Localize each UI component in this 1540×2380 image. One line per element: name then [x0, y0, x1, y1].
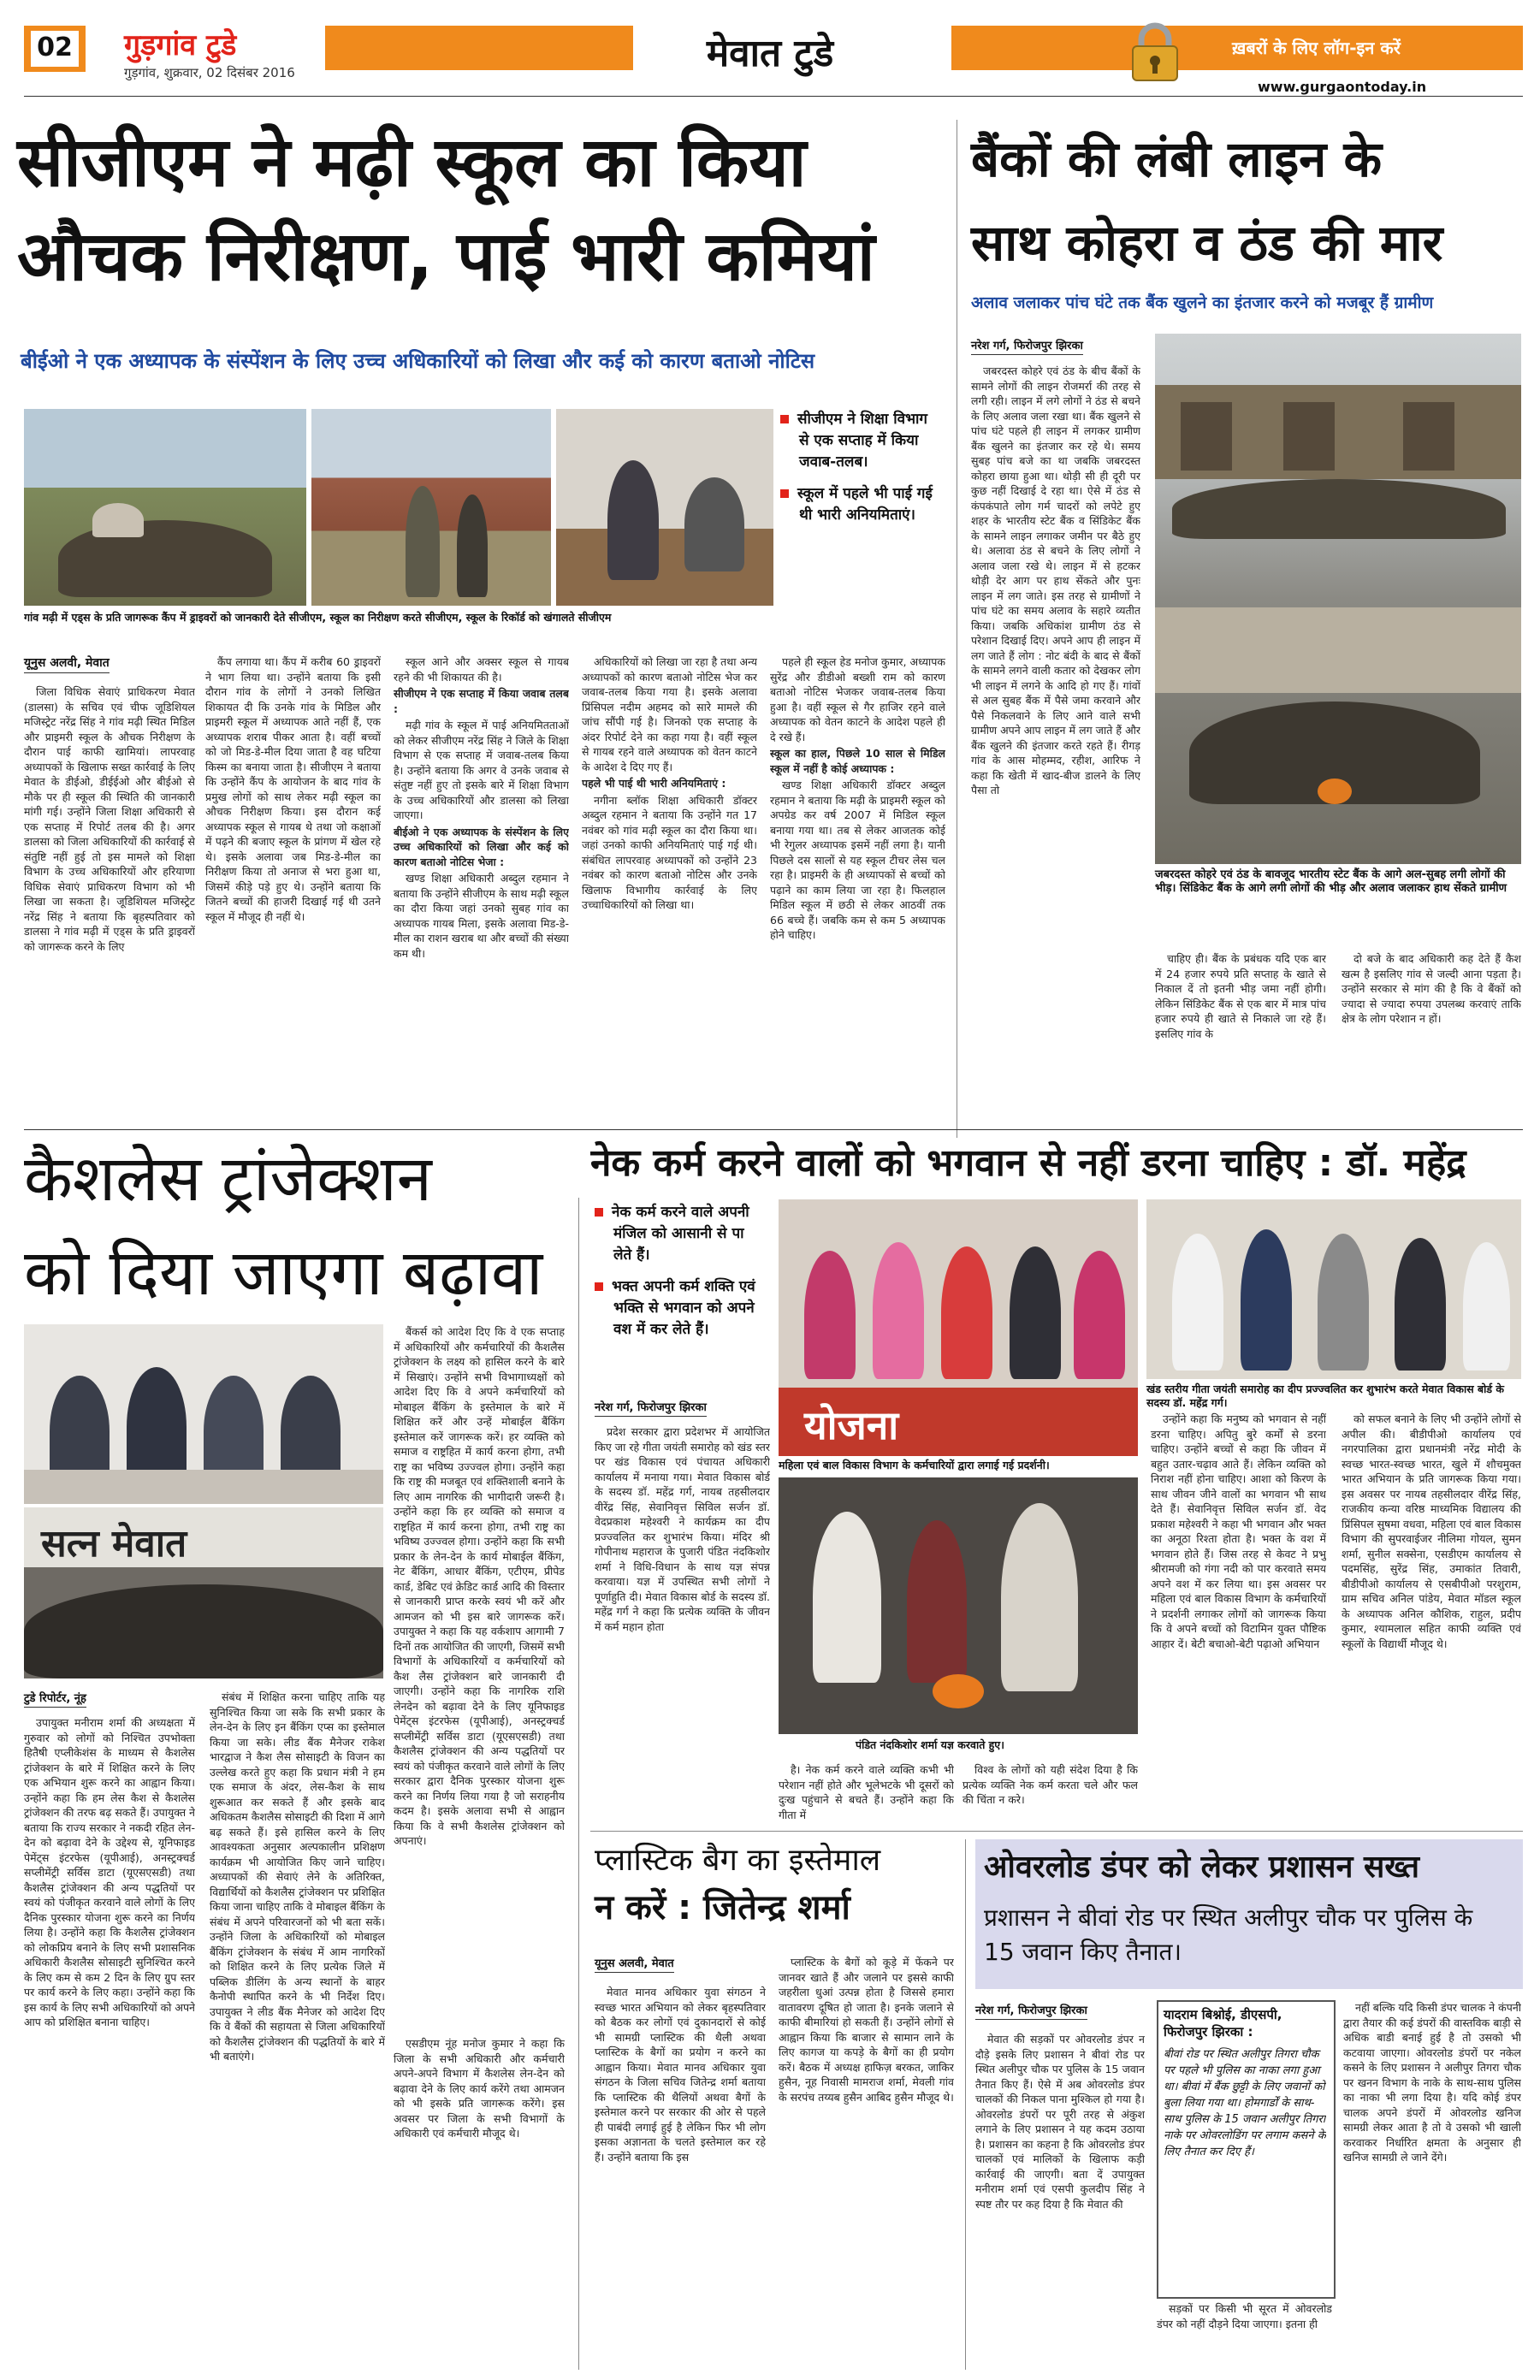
story4-col4: उन्होंने कहा कि मनुष्य को भगवान से नहीं डरना चाहिए। अपितु बुरे कर्मों से डरना चाहिए। उन्होंने बच्चों से कहा कि जीवन में बहुत उतार-चढ़ाव आते हैं। लेकिन व्यक्ति को निराश नहीं होना चाहिए। आशा को किरण के साथ जीवन जीने वालों का भगवान भी साथ देते हैं। सेवानिवृत्त सिविल सर्जन डॉ. वेद प्रकाश महेश्वरी ने कहा भी भगवान और भक्त का अनूठा रिश्ता होता है। भक्त के वश में भगवान होते हैं। जिस तरह से केवट ने प्रभु श्रीरामजी को गंगा नदी को पार करवाते समय अपने वश में कर लिया था। इस अवसर पर महिला एवं बाल विकास विभाग के कर्मचारियों ने प्रदर्शनी लगाकर लोगों को जागरूक किया कि वे अपने बच्चों को विटामिन युक्त पौष्टिक आहार दें। बेटी बचाओ-बेटी पढ़ाओ अभियान — [1151, 1412, 1326, 1650]
story6-col3: नहीं बल्कि यदि किसी डंपर चालक ने कंपनी द्वारा तैयार की कई डंपरों की वास्तविक बाड़ी से अधिक बाडी बनाई हुई है तो उसको भी कटवाया जाएगा। ओवरलोड डंपरों पर नकेल कसने के लिए प्रशासन ने अलीपुर तिगरा चौक पर खनन विभाग के नाके के साथ-साथ पुलिस का नाका भी लगा दिया है। यदि कोई डंपर चालक अपने डंपरों में ओवरलोड खनिज सामग्री लेकर आता है तो वे उसको भी खाली करवाकर निर्धारित क्षमता के अनुसार ही खनिज सामग्री ले जाने देंगे। — [1343, 2001, 1521, 2164]
story3-col1: उपायुक्त मनीराम शर्मा की अध्यक्षता में गुरुवार को लोगों को निश्चित उपभोक्ता हितैषी एप्लीकेशंस के माध्यम से कैशलेस ट्रांजेक्शन के बारे में शिक्षित करने के लिए एक अभियान शुरू करने का आह्वान किया। उन्होंने कहा कि हम लेस कैश से कैशलेस ट्रांजेक्शन की तरफ बढ़ सकते हैं। उपायुक्त ने बताया कि राज्य सरकार ने नकदी रहित लेन-देन को बढ़ावा देने के उद्देश्य से, यूनिफाइड पेमेंट्स इंटरफेस (यूपीआई), अनस्ट्रक्चर्ड सप्लीमेंट्री सर्विस डाटा (यूएसएसडी) तथा कैशलैस ट्रांजेक्शन की अन्य पद्धतियों पर स्वयं को पंजीकृत करवाने वाले लोगों के लिए दैनिक पुरस्कार योजना शुरू करने का निर्णय लिया है। उन्होंने कहा कि कैशलैस ट्रांजेक्शन को लोकप्रिय बनाने के लिए सभी प्रशासनिक अधिकारी कैशलैस सोसाइटी सुनिश्चित करने के लिए कम से कम 2 दिन के लिए ग्रुप स्तर पर कार्य करने के लिए कहा। उन्होंने कहा कि इस कार्य के लिए सभी अधिकारियों को अपने आप को प्रशिक्षित बनाना चाहिए। — [24, 1716, 195, 2028]
story1-col5: पहले ही स्कूल हेड मनोज कुमार, अध्यापक सुरेंद्र और डीडीओ बख्शी राम को कारण बताओ नोटिस भेजकर जवाब-तलब किया हुआ है। वहीं स्कूल से गैर हाजिर रहने वाले अध्यापक को वेतन काटने के आदेश पहले ही दे रखे हैं। स्कूल का हाल, पिछले 10 साल से मिडिल स्कूल में नहीं है कोई अध्यापक : खण्ड शिक्षा अधिकारी डॉक्टर अब्दुल रहमान ने बताया कि मढ़ी के प्राइमरी स्कूल को अपग्रेड कर वर्ष 2007 में मिडिल स्कूल बनाया गया था। तब से लेकर आजतक कोई भी रेगुलर अध्यापक इसमें नहीं लगा है। यानी पिछले दस सालों से यह स्कूल टीचर लेस चल रहा है। प्राइमरी के ही अध्यापकों से बच्चों को पढ़ाने का काम लिया जा रहा है। फिलहाल मिडिल स्कूल में छठी से लेकर आठवीं तक 66 बच्चे हैं। जबकि कम से कम 5 अध्यापक होने चाहिए। — [770, 655, 945, 941]
story4-bullet-1: नेक कर्म करने वाले अपनी मंजिल को आसानी से पा लेते हैं। — [612, 1204, 749, 1264]
page-number: 02 — [37, 33, 73, 62]
story6-col1: मेवात की सड़कों पर ओवरलोड डंपर न दौड़े इसके लिए प्रशासन ने बीवां रोड पर स्थित अलीपुर चौक पर पुलिस के 15 जवान तैनात किए हैं। ऐसे में अब ओवरलोड डंपर चालकों की निकल पाना मुश्किल हो गया है। ओवरलोड डंपरों पर पूरी तरह से अंकुश लगाने के लिए प्रशासन ने यह कदम उठाया है। प्रशासन का कहना है कि ओवरलोड डंपर चालकों एवं मालिकों के खिलाफ कड़ी कार्रवाई की जाएगी। बता दें उपायुक्त मनीराम शर्मा एवं एसपी कुलदीप सिंह ने स्पष्ट तौर पर कह दिया है कि मेवात की — [975, 2033, 1145, 2211]
story6-col2: सड़कों पर किसी भी सूरत में ओवरलोड डंपर को नहीं दौड़ने दिया जाएगा। इतना ही — [1157, 2302, 1332, 2330]
story4-col1: प्रदेश सरकार द्वारा प्रदेशभर में आयोजित किए जा रहे गीता जयंती समारोह को खंड स्तर पर खंड विकास एवं पंचायत अधिकारी कार्यालय में मनाया गया। मेवात विकास बोर्ड के सदस्य डॉ. महेंद्र गर्ग, नायब तहसीलदार वीरेंद्र सिंह, सेवानिवृत्त सिविल सर्जन डॉ. वेदप्रकाश महेश्वरी ने कार्यक्रम का दीप प्रज्ज्वलित कर शुभारंभ किया। मंदिर श्री गोपीनाथ महाराज के पुजारी पंडित नंदकिशोर शर्मा ने विधि-विधान के साथ यज्ञ संपन्न करवाया। यज्ञ में उपस्थित सभी लोगों ने पूर्णाहुति दी। मेवात विकास बोर्ड के सदस्य डॉ. महेंद्र गर्ग ने कहा कि प्रत्येक व्यक्ति के जीवन में कर्म महान होता — [595, 1425, 770, 1633]
story2-headline-2: साथ कोहरा व ठंड की मार — [971, 214, 1443, 272]
story5-byline: यूनुस अलवी, मेवात — [595, 1955, 674, 1973]
story5-headline-1: प्लास्टिक बैग का इस्तेमाल — [595, 1843, 881, 1878]
story1-photo-3 — [556, 409, 773, 606]
story3-col0b: एसडीएम नूंह मनोज कुमार ने कहा कि जिला के सभी अधिकारी और कर्मचारी अपने-अपने विभाग में कैशलेस लेन-देन को बढ़ावा देने के लिए कार्य करेंगे तथा आमजन को भी इसके प्रति जागरूक करेंगे। इस अवसर पर जिला के सभी विभागों के अधिकारी एवं कर्मचारी मौजूद थे। — [394, 2037, 565, 2140]
story2-col2: चाहिए ही। बैंक के प्रबंधक यदि एक बार में 24 हजार रुपये प्रति सप्ताह के खाते से निकाल दें तो इतनी भीड़ जमा नहीं होगी। लेकिन सिंडिकेट बैंक से एक बार में मात्र पांच हजार रुपये ही खाते से निकाले जा रहे हैं। इसलिए गांव के — [1155, 952, 1326, 1040]
story1-col2: कैंप लगाया था। कैंप में करीब 60 ड्राइवरों ने भाग लिया था। उन्होंने बताया कि इसी दौरान गांव के लोगों ने उनको लिखित शिकायत दी कि उनके गांव के मिडिल और प्राइमरी स्कूल में अध्यापक आते नहीं हैं, एक अध्यापक शराब पीकर आता है। वहीं बच्चों को जो मिड-डे-मील दिया जाता है वह घटिया किस्म का बनाया जाता है। सीजीएम ने बताया कि उन्होंने कैंप के आयोजन के बाद गांव के प्रमुख लोगों को साथ लेकर मढ़ी स्कूल का औचक निरीक्षण किया। इस दौरान कई अध्यापक स्कूल से गायब थे तथा जो कक्षाओं में पढ़ने की बजाए स्कूल के प्रांगण में खेल रहे थे। इसके अलावा जब मिड-डे-मील का निरीक्षण किया तो अनाज से भरा हुआ था, जिसमें कीड़े पड़े हुए थे। उन्होंने बताया कि जितने बच्चों की हाजरी दिखाई गई थी उतने स्कूल में मौजूद ही नहीं थे। — [205, 655, 381, 923]
story3-headline-2: को दिया जाएगा बढ़ावा — [24, 1236, 543, 1310]
story4-bullets — [595, 1202, 766, 1351]
story2-caption: जबरदस्त कोहरे एवं ठंड के बावजूद भारतीय स्टेट बैंक के आगे अल-सुबह लगी लोगों की भीड़। सिंडिकेट बैंक के आगे लगी लोगों की भीड़ और अलाव जलाकर हाथ सेंकते ग्रामीण — [1155, 868, 1521, 896]
header-dateline: गुड़गांव, शुक्रवार, 02 दिसंबर 2016 — [124, 65, 295, 80]
story1-subhead: बीईओ ने एक अध्यापक के संस्पेंशन के लिए उच्च अधिकारियों को लिखा और कई को कारण बताओ नोटिस — [21, 349, 815, 373]
story5-col2: प्लास्टिक के बैगों को कूड़े में फेंकने पर जानवर खाते हैं और जलाने पर इससे काफी जहरीला धुआं उत्पन्न होता है जिससे हमारा वातावरण दूषित हो जाता है। इनके जलाने से काफी बीमारियां हो सकती हैं। उन्होंने लोगों से आह्वान किया कि बाजार से सामान लाने के लिए कागज या कपड़े के बैगों का ही प्रयोग करें। बैठक में अध्यक्ष हाफिज़ बरकत, जाकिर हुसैन, नूह निवासी मामराज शर्मा, मेवली गांव के सरपंच तय्यब हुसैन आबिद हुसैन मौजूद थे। — [779, 1956, 954, 2104]
section-title: मेवात टुडे — [706, 32, 834, 75]
story1-headline-2: औचक निरीक्षण, पाई भारी कमियां — [17, 216, 875, 296]
story4-caption-2: खंड स्तरीय गीता जयंती समारोह का दीप प्रज्ज्वलित कर शुभारंभ करते मेवात विकास बोर्ड के सदस्य डॉ. महेंद्र गर्ग। — [1146, 1382, 1521, 1410]
story1-bullet-2: स्कूल में पहले भी पाई गई थी भारी अनियमिताएं। — [797, 485, 933, 524]
story6-byline: नरेश गर्ग, फिरोजपुर झिरका — [975, 2002, 1087, 2020]
story3-col0: बैंकर्स को आदेश दिए कि वे एक सप्ताह में अधिकारियों और कर्मचारियों की कैशलैस ट्रांजेक्शन के लक्ष्य को हासिल करने के बारे में सिखाएं। उन्होंने सभी विभागाध्यक्षों को आदेश दिए कि वे अपने कर्मचारियों को मोबाइल बैंकिंग के इस्तेमाल के बारे में शिक्षित करें और उन्हें मोबाईल बैंकिंग इस्तेमाल करें जागरूक करें। हर व्यक्ति को समाज व राष्ट्रहित में कार्य करना होगा, तभी राष्ट्र का भविष्य उज्ज्वल होगा। उन्होंने कहा कि राष्ट्र की मजबूत एवं शक्तिशाली बनाने के लिए आम नागरिक की भागीदारी जरूरी है। उन्होंने कहा कि हर व्यक्ति को समाज व राष्ट्रहित में कार्य करना होगा, तभी राष्ट्र का भविष्य उज्ज्वल होगा। उन्होंने कहा कि सभी प्रकार के लेन-देन के कार्य मोबाईल बैंकिंग, नेट बैंकिंग, आधार बैंकिंग, एटीएम, प्रीपेड कार्ड, डेबिट एवं क्रेडिट कार्ड आदि की विस्तार से जानकारी प्राप्त करके स्वयं भी करें और आमजन को भी इस बारे जागरूक करें। उपायुक्त ने कहा कि यह वर्कशाप आगामी 7 दिनों तक आयोजित की जाएगी, जिसमें सभी विभागों के अधिकारियों व कर्मचारियों को कैश लैस ट्रांजेक्शन बारे जानकारी दी जाएगी। उन्होंने कहा कि नागरिक राशि लेनदेन को बढ़ावा देने के लिए यूनिफाइड पेमेंट्स इंटरफेस (यूपीआई), अनस्ट्रक्चर्ड सप्लीमेंट्री सर्विस डाटा (यूएसएसडी) तथा कैशलैस ट्रांजेक्शन की अन्य पद्धतियों पर स्वयं को पंजीकृत करवाने वाले लोगों के लिए सरकार द्वारा दैनिक पुरस्कार योजना शुरू करने का निर्णय लिया गया है जो सराहनीय कदम है। इसके अलावा सभी से आह्वान किया कि वे सभी कैशलेस ट्रांजेक्शन को अपनाएं। — [394, 1325, 565, 1847]
story4-headline: नेक कर्म करने वालों को भगवान से नहीं डरना चाहिए : डॉ. महेंद्र — [590, 1141, 1466, 1185]
story1-bullet-1: सीजीएम ने शिक्षा विभाग से एक सप्ताह में किया जवाब-तलब। — [797, 411, 928, 471]
story2-headline-1: बैंकों की लंबी लाइन के — [971, 130, 1383, 188]
story1-byline: यूनुस अलवी, मेवात — [24, 654, 110, 673]
story2-col1: जबरदस्त कोहरे एवं ठंड के बीच बैंकों के सामने लोगों की लाइन रोजमर्रा की तरह से लगी रही। लाइन में लगे लोगों ने ठंड से बचने के लिए अलाव जला रखा था। बैंक खुलने से पांच घंटे पहले ही लाइन में लगकर ग्रामीण बैंक खुलने का इंतजार कर रहे थे। समय सुबह पांच बजे का था जबकि जबरदस्त कोहरा छाया हुआ था। थोड़ी सी ही दूरी पर कुछ नहीं दिखाई दे रहा था। ऐसे में ठंड से कंपकंपाते लोग गर्म चादरों को लपेटे हुए शहर के भारतीय स्टेट बैंक व सिंडिकेट बैंक के सामने लाइन लगाकर जमीन पर बैठे हुए थे। अलावा ठंड से बचने के लिए लोगों ने अलाव जला रखे थे। लाइन में से हटकर थोड़ी देर आग पर हाथ सेंकते और पुनः लाइन में लग जाते। इस तरह से ग्रामीणों ने पांच घंटे का समय अलाव के सहारे व्यतीत किया। जबकि अधिकांश ग्रामीण ठंड से परेशान दिखाई दिए। अपने आप ही लाइन में लग जाते हैं लोग : नोट बंदी के बाद से बैंकों के सामने लगने वाली कतार को देखकर लोग भी लाइन में लगने के आदि हो गए हैं। गांवों से अल सुबह बैंक में पैसे जमा करवाने और पैसे निकलवाने के लिए आने वाले सभी ग्रामीण अपने आप लाइन में लग जाते हैं और बैंक खुलने की इंतजार करते रहते हैं। रीगड़ गांव के आस मोहम्मद, रहीश, आरिफ ने कहा कि खेती में खाद-बीज डालने के लिए पैसा तो — [971, 364, 1140, 796]
story6-subhead: प्रशासन ने बीवां रोड पर स्थित अलीपुर चौक पर पुलिस के 15 जवान किए तैनात। — [984, 1903, 1473, 1966]
story5-headline-2: न करें : जितेन्द्र शर्मा — [595, 1888, 850, 1927]
quote-title: यादराम बिश्नोई, डीएसपी, फिरोजपुर झिरका : — [1164, 2007, 1282, 2040]
yojana-banner: योजना — [804, 1402, 899, 1448]
story6-headline: ओवरलोड डंपर को लेकर प्रशासन सख्त — [984, 1850, 1419, 1885]
story1-col1: जिला विधिक सेवाएं प्राधिकरण मेवात (डालसा) के सचिव एवं चीफ जूडिशियल मजिस्ट्रेट नरेंद्र सिंह ने गांव मढ़ी स्थित मिडिल और प्राइमरी स्कूल के औचक निरीक्षण के दौरान पाई काफी खामियां। लापरवाह अध्यापकों के खिलाफ सख्त कार्रवाई के लिए मेवात के डीईओ, डीईईओ और बीईओ से मौके पर ही स्कूल की स्थिति की जानकारी मांगी गई। उन्होंने जिला शिक्षा अधिकारी से एक सप्ताह में रिपोर्ट तलब की है। अगर डालसा को जिला अधिकारियों की कार्रवाई से संतुष्टि नहीं हुई तो इस मामले को शिक्षा विभाग के उच्च अधिकारियों और हरियाणा विधिक सेवाएं प्राधिकरण विभाग को भी लिखा जा सकता है। जूडिशियल मजिस्ट्रेट नरेंद्र सिंह ने बताया कि बृहस्पतिवार को डालसा ने गांव मढ़ी में एड्स के प्रति ड्राइवरों को जागरूक करने के लिए — [24, 685, 195, 953]
story4-caption-1: महिला एवं बाल विकास विभाग के कर्मचारियों द्वारा लगाई गई प्रदर्शनी। — [779, 1459, 1138, 1472]
story4-byline: नरेश गर्ग, फिरोजपुर झिरका — [595, 1399, 707, 1417]
website-url[interactable]: www.gurgaontoday.in — [1258, 79, 1427, 95]
bottom-divider — [590, 1831, 1523, 1832]
story4-caption-3: पंडित नंदकिशोर शर्मा यज्ञ करवाते हुए। — [856, 1738, 1138, 1752]
story4-col5: को सफल बनाने के लिए भी उन्होंने लोगों से अपील की। बीडीपीओ कार्यालय एवं नगरपालिका द्वारा प्रधानमंत्री नरेंद्र मोदी के स्वच्छ भारत-स्वच्छ भारत, खुले में शौचमुक्त भारत अभियान के प्रति जागरूक किया गया। इस अवसर पर नायब तहसीलदार वीरेंद्र सिंह, राजकीय कन्या वरिष्ठ माध्यमिक विद्यालय की प्रिंसिपल सुषमा वधवा, महिला एवं बाल विकास विभाग की सुपरवाईजर नीलिमा गोयल, सुमन शर्मा, सुनील सक्सेना, एसडीएम कार्यालय से पदमसिंह, सुरेंद्र सिंह, उमाकांत तिवारी, बीडीपीओ कार्यालय से एसबीपीओ परशुराम, ग्राम सचिव अनिल पांडेय, मेवात मॉडल स्कूल के अध्यापक अनिल कौशिक, राहुल, प्रदीप कुमार, श्यामलाल सहित काफी व्यक्ति एवं स्कूलों के विद्यार्थी मौजूद थे। — [1342, 1412, 1521, 1650]
story1-headline-1: सीजीएम ने मढ़ी स्कूल का किया — [17, 122, 807, 202]
story4-col3: विश्व के लोगों को यही संदेश दिया है कि प्रत्येक व्यक्ति नेक कर्म करता चले और फल की चिंता न करे। — [962, 1763, 1138, 1806]
story1-col4: अधिकारियों को लिखा जा रहा है तथा अन्य अध्यापकों को कारण बताओ नोटिस भेज कर जवाब-तलब किया गया है। इसके अलावा प्रिंसिपल नदीम अहमद को सारे मामले की जांच सौंपी गई है। जिनको एक सप्ताह के अंदर रिपोर्ट देने का कहा गया है। वहीं स्कूल से गायब रहने वाले अध्यापक को वेतन काटने के आदेश दे दिए गए हैं। पहले भी पाई थी भारी अनियमिताएं : नगीना ब्लॉक शिक्षा अधिकारी डॉक्टर अब्दुल रहमान ने बताया कि उन्होंने गत 17 नवंबर को गांव मढ़ी स्कूल का दौरा किया था। जहां उनको काफी अनियमिताएं पाई गई थी। संबंधित लापरवाह अध्यापकों को उन्होंने 23 नवंबर को कारण बताओ नोटिस और उनके खिलाफ विभागीय कार्रवाई के लिए उच्चाधिकारियों को लिखा था। — [582, 655, 757, 911]
story3-right-rule — [578, 1198, 579, 2370]
story1-bullets — [780, 409, 941, 536]
mid-divider — [24, 1129, 1523, 1130]
story4-photo-2 — [1146, 1199, 1521, 1379]
header-left-band — [325, 26, 633, 70]
story1-caption: गांव मढ़ी में एड्स के प्रति जागरूक कैंप में ड्राइवरों को जानकारी देते सीजीएम, स्कूल का निरीक्षण करते सीजीएम, स्कूल के रिकॉर्ड को खंगालते सीजीएम — [24, 611, 773, 625]
story5-col1: मेवात मानव अधिकार युवा संगठन ने स्वच्छ भारत अभियान को लेकर बृहस्पतिवार को बैठक कर लोगों एवं दुकानदारों से कोई भी सामग्री प्लास्टिक की थैली अथवा प्लास्टिक के बैगों का प्रयोग न करने का आह्वान किया। मेवात मानव अधिकार युवा संगठन के जिला सचिव जितेन्द्र शर्मा बताया कि प्लास्टिक की थैलियों अथवा बैगों के इस्तेमाल करने पर सरकार की ओर से पहले ही पाबंदी लगाई हुई है लेकिन फिर भी लोग इसका अज्ञानता के चलते इस्तेमाल कर रहे हैं। उन्होंने बताया कि इस — [595, 1986, 766, 2164]
story4-photo-1 — [779, 1199, 1138, 1456]
story1-photo-2 — [311, 409, 551, 606]
story3-photo-1 — [24, 1324, 383, 1504]
story5-right-rule — [965, 1839, 966, 2370]
story4-photo-3 — [779, 1477, 1138, 1734]
story2-subhead: अलाव जलाकर पांच घंटे तक बैंक खुलने का इंतजार करने को मजबूर हैं ग्रामीण — [971, 293, 1434, 312]
story4-col2: है। नेक कर्म करने वाले व्यक्ति कभी भी परेशान नहीं होते और भूलेभटके भी दूसरों को दुःख पहुंचाने से बचते हैं। उन्होंने कहा कि गीता में — [779, 1763, 954, 1821]
quote-text: बीवां रोड पर स्थित अलीपुर तिगरा चौक पर पहले भी पुलिस का नाका लगा हुआ था। बीवां में बैंक छुट्टी के लिए जवानों को बुला लिया गया था। होमगार्डों के साथ-साथ पुलिस के 15 जवान अलीपुर तिगरा नाके पर ओवरलोडिंग पर लगाम कसने के लिए तैनात कर दिए हैं। — [1164, 2048, 1326, 2158]
masthead-divider — [24, 96, 1523, 97]
story4-bullet-2: भक्त अपनी कर्म शक्ति एवं भक्ति से भगवान को अपने वश में कर लेते हैं। — [612, 1278, 755, 1338]
header-logo: गुड़गांव टुडे — [124, 28, 237, 62]
story3-photo-2: सत्न मेवात — [24, 1507, 383, 1678]
story1-photo-1 — [24, 409, 306, 606]
story2-byline: नरेश गर्ग, फिरोजपुर झिरका — [971, 337, 1083, 355]
story2-photo — [1155, 334, 1521, 864]
login-link[interactable]: ख़बरों के लिए लॉग-इन करें — [1232, 38, 1401, 58]
story2-col3: दो बजे के बाद अधिकारी कह देते हैं कैश खत्म है इसलिए गांव से जल्दी आना पड़ता है। उन्होंने सरकार से मांग की है कि वे बैंकों को ज्यादा से ज्यादा रुपया उपलब्ध करवाएं ताकि क्षेत्र के लोग परेशान न हों। — [1342, 952, 1521, 1025]
story3-byline: टुडे रिपोर्टर, नूंह — [24, 1690, 86, 1708]
story3-col2: संबंध में शिक्षित करना चाहिए ताकि यह सुनिश्चित किया जा सके कि सभी प्रकार के लेन-देन के लिए इन बैंकिंग एप्स का इस्तेमाल किया जा सके। लीड बैंक मैनेजर राकेश भारद्वाज ने कैश लैस सोसाइटी के विजन का उल्लेख करते हुए कहा कि प्रधान मंत्री ने हम एक समाज के अंदर, लेस-कैश के साथ शुरूआत कर सकते हैं और इसके बाद अधिकतम कैशलैस सोसाइटी की दिशा में आगे बढ़ सकते हैं। इसे हासिल करने के लिए आवश्यकता अनुसार अल्पकालीन प्रशिक्षण कार्यक्रम भी आयोजित किए जाने चाहिए। अध्यापकों की सेवाएं लेने के अतिरिक्त, विद्यार्थियों को कैशलैस ट्रांजेक्शन पर प्रशिक्षित किया जाना चाहिए ताकि वे मोबाइल बैंकिंग के संबंध में अपने परिवारजनों को भी बता सकें। उन्होंने जिला के अधिकारियों को मोबाइल बैंकिंग ट्रांजेक्शन के संबंध में आम नागरिकों को शिक्षित करने के लिए प्रत्येक जिले में पब्लिक डीलिंग के अन्य स्थानों के बाहर कैनोपी स्थापित करने के भी निर्देश दिए। उपायुक्त ने लीड बैंक मैनेजर को आदेश दिए कि वे बैंकों की सहायता से जिला अधिकारियों को कैशलैस ट्रांजेक्शन की पद्धतियों के बारे में भी बताएंगे। — [210, 1690, 385, 2063]
lock-icon — [1126, 21, 1184, 84]
story3-headline-1: कैशलेस ट्रांजेक्शन — [24, 1142, 432, 1216]
story1-col3: स्कूल आने और अक्सर स्कूल से गायब रहने की भी शिकायत की है। सीजीएम ने एक सप्ताह में किया जवाब तलब : मढ़ी गांव के स्कूल में पाई अनियमितताओं को लेकर सीजीएम नरेंद्र सिंह ने जिले के शिक्षा विभाग से एक सप्ताह में जवाब-तलब किया है। उन्होंने बताया कि अगर वे उनके जवाब से संतुष्ट नहीं हुए तो इसके बारे में शिक्षा विभाग के उच्च अधिकारियों और डालसा को लिखा जाएगा। बीईओ ने एक अध्यापक के संस्पेंशन के लिए उच्च अधिकारियों को लिखा और कई को कारण बताओ नोटिस भेजा : खण्ड शिक्षा अधिकारी अब्दुल रहमान ने बताया कि उन्होंने सीजीएम के साथ मढ़ी स्कूल का दौरा किया जहां उनको सुबह गांव का अध्यापक गायब मिला, इसके अलावा मिड-डे-मील का राशन खराब था और बच्चों की संख्या कम थी। — [394, 655, 569, 960]
